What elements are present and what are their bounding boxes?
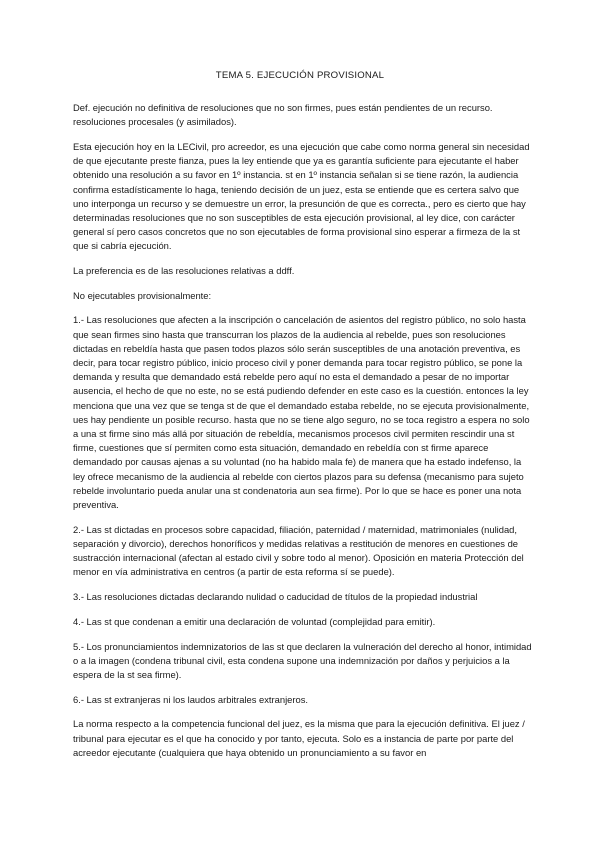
paragraph-item-2: 2.- Las st dictadas en procesos sobre capacidad, filiación, paternidad / maternidad, matrimoniales (nulidad, separación y divorcio), derechos honoríficos y medidas relativas a restitución de menores en cuestiones de sustracción internacional (afectan al estado civil y sobre todo al menor). Oposición en materia Protección del menor en vía administrativa en centros (a partir de esta reforma sí se puede). [73, 523, 524, 578]
paragraph-item-6: 6.- Las st extranjeras ni los laudos arbitrales extranjeros. [73, 693, 309, 705]
paragraph-lecivil: Esta ejecución hoy en la LECivil, pro acreedor, es una ejecución que cabe como norma general sin necesidad de que ejecutante preste fianza, pues la ley entiende que ya es garantía suficiente para ejecutante el haber obtenido una resolución a su favor en 1º instancia. st en 1º instancia señalan si se tiene razón, la audiencia confirma estadísticamente lo haga, teniendo decisión de un juez, esta se entiende que es certera salvo que uno interponga un recurso y se demuestre un error, la presunción de que es correcta., pero es cierto que hay determinadas resoluciones que no son susceptibles de esta ejecución provisional, al ley dice, con carácter general sí pero casos concretos que no son ejecutables de forma provisional sino esperar a firmeza de la st que si cabría ejecución. [73, 140, 530, 252]
paragraph-competencia: La norma respecto a la competencia funcional del juez, es la misma que para la ejecución definitiva. El juez / tribunal para ejecutar es el que ha conocido y por tanto, ejecuta. Solo es a instancia de parte por parte del acreedor ejecutante (cualquiera que haya obtenido un pronunciamiento a su favor en [73, 718, 525, 758]
paragraph-definition: Def. ejecución no definitiva de resoluciones que no son firmes, pues están pendientes de un recurso. resoluciones procesales (y asimilados). [73, 102, 493, 128]
paragraph-item-1: 1.- Las resoluciones que afecten a la inscripción o cancelación de asientos del registro público, no solo hasta que sean firmes sino hasta que transcurran los plazos de la audiencia al rebelde, pues son resoluciones dictadas en rebeldía hasta que pasen todos plazos sólo serán susceptibles de una anotación preventiva, es decir, para tocar registro público, inicio proceso civil y poner demanda para tocar registro público, se pone la demanda y resulta que demandado está rebelde pero aquí no esta el demandado a pesar de no importar ausencia, el hecho de que no este, no se está pudiendo defender en este caso es la cuestión. entonces la ley menciona que una vez que se tenga st de que el demandado estaba rebelde, no se ejecuta provisionalmente, ues hay pendiente un posible recurso. hasta que no se tiene algo seguro, no se toca registro a espera no solo a una st firme sino más allá por situación de rebeldía, mecanismos procesos civil permiten rescindir una st firme, cuestiones que sí permiten como esta situación, demandado en rebeldía con st firme aparece demandado por causas ajenas a su voluntad (no ha habido mala fe) de manera que ha estado indefenso, la ley ofrece mecanismo de la audiencia al rebelde con ciertos plazos para su defensa (mecanismo para sujeto rebelde involuntario pueda anular una st condenatoria aun sea firme). Por lo que se hace es poner una nota preventiva. [73, 314, 530, 511]
paragraph-item-5: 5.- Los pronunciamientos indemnizatorios de las st que declaren la vulneración del derecho al honor, intimidad o a la imagen (condena tribunal civil, esta condena supone una indemnización por daños y perjuicios a la espera de la st sea firme). [73, 640, 532, 680]
paragraph-no-ejecutables-heading: No ejecutables provisionalmente: [73, 289, 212, 301]
paragraph-item-4: 4.- Las st que condenan a emitir una declaración de voluntad (complejidad para emitir). [73, 615, 436, 627]
paragraph-item-3: 3.- Las resoluciones dictadas declarando nulidad o caducidad de títulos de la propiedad industrial [73, 591, 478, 603]
document-body [73, 101, 535, 770]
paragraph-preferencia: La preferencia es de las resoluciones relativas a ddff. [73, 265, 295, 277]
document-title: TEMA 5. EJECUCIÓN PROVISIONAL [215, 70, 385, 81]
